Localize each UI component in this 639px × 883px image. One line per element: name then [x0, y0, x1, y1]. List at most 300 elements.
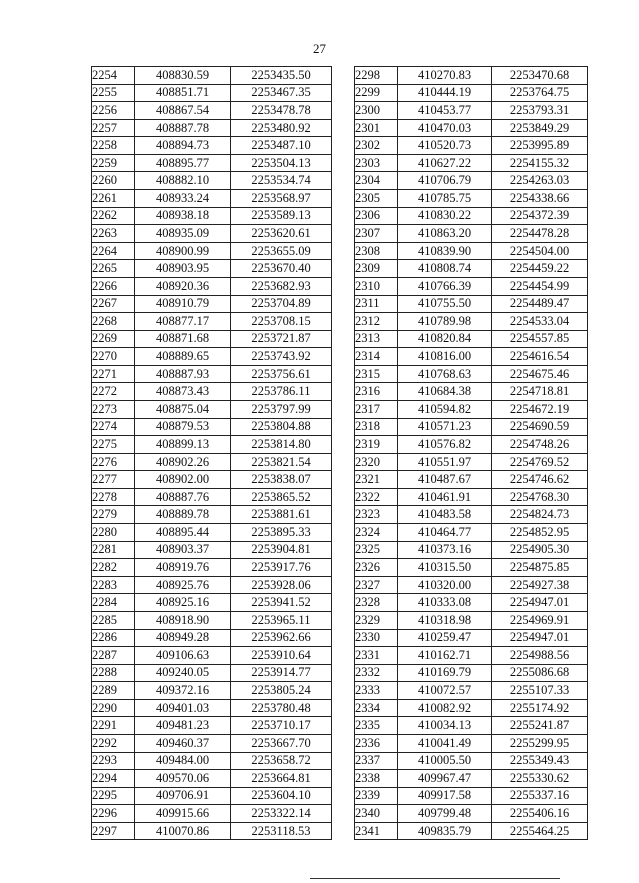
point-number-cell: 2264: [92, 242, 135, 260]
y-coordinate-cell: 2253667.70: [231, 734, 332, 752]
y-coordinate-cell: 2253620.61: [231, 225, 332, 243]
table-row: [92, 471, 332, 489]
x-coordinate-cell: 410082.92: [398, 699, 492, 717]
y-coordinate-cell: 2254947.01: [492, 629, 588, 647]
point-number-cell: 2306: [355, 207, 398, 225]
table-row: [355, 611, 588, 629]
table-row: [355, 787, 588, 805]
point-number-cell: 2279: [92, 506, 135, 524]
x-coordinate-cell: 408949.28: [135, 629, 231, 647]
point-number-cell: 2271: [92, 365, 135, 383]
point-number-cell: 2314: [355, 348, 398, 366]
table-row: [92, 787, 332, 805]
x-coordinate-cell: 408889.78: [135, 506, 231, 524]
point-number-cell: 2307: [355, 225, 398, 243]
y-coordinate-cell: 2254372.39: [492, 207, 588, 225]
y-coordinate-cell: 2253962.66: [231, 629, 332, 647]
point-number-cell: 2272: [92, 383, 135, 401]
point-number-cell: 2296: [92, 805, 135, 823]
table-row: [355, 770, 588, 788]
x-coordinate-cell: 410816.00: [398, 348, 492, 366]
table-row: [355, 365, 588, 383]
table-row: [92, 559, 332, 577]
x-coordinate-cell: 408902.00: [135, 471, 231, 489]
y-coordinate-cell: 2253480.92: [231, 119, 332, 137]
x-coordinate-cell: 408902.26: [135, 453, 231, 471]
table-row: [355, 84, 588, 102]
table-row: [355, 436, 588, 454]
table-row: [355, 453, 588, 471]
x-coordinate-cell: 410594.82: [398, 400, 492, 418]
y-coordinate-cell: 2253708.15: [231, 313, 332, 331]
x-coordinate-cell: 410333.08: [398, 594, 492, 612]
y-coordinate-cell: 2254155.32: [492, 154, 588, 172]
x-coordinate-cell: 410684.38: [398, 383, 492, 401]
point-number-cell: 2329: [355, 611, 398, 629]
x-coordinate-cell: 410808.74: [398, 260, 492, 278]
table-row: [355, 471, 588, 489]
y-coordinate-cell: 2255337.16: [492, 787, 588, 805]
table-row: [355, 348, 588, 366]
point-number-cell: 2340: [355, 805, 398, 823]
y-coordinate-cell: 2254748.26: [492, 436, 588, 454]
y-coordinate-cell: 2253814.80: [231, 436, 332, 454]
table-row: [355, 594, 588, 612]
table-row: [92, 629, 332, 647]
x-coordinate-cell: 408871.68: [135, 330, 231, 348]
point-number-cell: 2339: [355, 787, 398, 805]
y-coordinate-cell: 2253756.61: [231, 365, 332, 383]
x-coordinate-cell: 410766.39: [398, 277, 492, 295]
point-number-cell: 2291: [92, 717, 135, 735]
x-coordinate-cell: 408895.44: [135, 524, 231, 542]
point-number-cell: 2324: [355, 524, 398, 542]
y-coordinate-cell: 2254718.81: [492, 383, 588, 401]
table-row: [92, 576, 332, 594]
point-number-cell: 2259: [92, 154, 135, 172]
table-row: [92, 506, 332, 524]
y-coordinate-cell: 2254459.22: [492, 260, 588, 278]
point-number-cell: 2280: [92, 524, 135, 542]
point-number-cell: 2268: [92, 313, 135, 331]
y-coordinate-cell: 2253322.14: [231, 805, 332, 823]
point-number-cell: 2315: [355, 365, 398, 383]
table-row: [355, 119, 588, 137]
table-row: [92, 260, 332, 278]
y-coordinate-cell: 2253435.50: [231, 67, 332, 85]
point-number-cell: 2284: [92, 594, 135, 612]
table-row: [92, 67, 332, 85]
point-number-cell: 2294: [92, 770, 135, 788]
y-coordinate-cell: 2253658.72: [231, 752, 332, 770]
y-coordinate-cell: 2254969.91: [492, 611, 588, 629]
x-coordinate-cell: 409835.79: [398, 822, 492, 840]
table-row: [92, 611, 332, 629]
y-coordinate-cell: 2253895.33: [231, 524, 332, 542]
table-row: [92, 752, 332, 770]
point-number-cell: 2331: [355, 647, 398, 665]
table-row: [92, 154, 332, 172]
y-coordinate-cell: 2253568.97: [231, 190, 332, 208]
y-coordinate-cell: 2253786.11: [231, 383, 332, 401]
y-coordinate-cell: 2254338.66: [492, 190, 588, 208]
x-coordinate-cell: 410839.90: [398, 242, 492, 260]
point-number-cell: 2293: [92, 752, 135, 770]
table-row: [92, 190, 332, 208]
x-coordinate-cell: 410070.86: [135, 822, 231, 840]
table-row: [355, 488, 588, 506]
x-coordinate-cell: 408882.10: [135, 172, 231, 190]
x-coordinate-cell: 408875.04: [135, 400, 231, 418]
point-number-cell: 2316: [355, 383, 398, 401]
x-coordinate-cell: 410755.50: [398, 295, 492, 313]
table-row: [92, 805, 332, 823]
x-coordinate-cell: 410320.00: [398, 576, 492, 594]
y-coordinate-cell: 2255349.43: [492, 752, 588, 770]
y-coordinate-cell: 2254852.95: [492, 524, 588, 542]
x-coordinate-cell: 409799.48: [398, 805, 492, 823]
y-coordinate-cell: 2253928.06: [231, 576, 332, 594]
table-row: [355, 137, 588, 155]
x-coordinate-cell: 409401.03: [135, 699, 231, 717]
point-number-cell: 2323: [355, 506, 398, 524]
table-row: [355, 629, 588, 647]
point-number-cell: 2286: [92, 629, 135, 647]
table-row: [92, 400, 332, 418]
point-number-cell: 2313: [355, 330, 398, 348]
x-coordinate-cell: 409570.06: [135, 770, 231, 788]
table-row: [92, 699, 332, 717]
y-coordinate-cell: 2253941.52: [231, 594, 332, 612]
table-row: [355, 699, 588, 717]
x-coordinate-cell: 410487.67: [398, 471, 492, 489]
table-row: [92, 225, 332, 243]
table-row: [355, 541, 588, 559]
point-number-cell: 2310: [355, 277, 398, 295]
x-coordinate-cell: 408894.73: [135, 137, 231, 155]
point-number-cell: 2275: [92, 436, 135, 454]
x-coordinate-cell: 410373.16: [398, 541, 492, 559]
y-coordinate-cell: 2255241.87: [492, 717, 588, 735]
point-number-cell: 2255: [92, 84, 135, 102]
point-number-cell: 2326: [355, 559, 398, 577]
x-coordinate-cell: 409706.91: [135, 787, 231, 805]
x-coordinate-cell: 409967.47: [398, 770, 492, 788]
table-row: [92, 119, 332, 137]
table-row: [92, 84, 332, 102]
table-row: [355, 647, 588, 665]
x-coordinate-cell: 410270.83: [398, 67, 492, 85]
y-coordinate-cell: 2255330.62: [492, 770, 588, 788]
table-row: [92, 348, 332, 366]
x-coordinate-cell: 408925.16: [135, 594, 231, 612]
point-number-cell: 2322: [355, 488, 398, 506]
y-coordinate-cell: 2255174.92: [492, 699, 588, 717]
table-row: [355, 418, 588, 436]
x-coordinate-cell: 410830.22: [398, 207, 492, 225]
point-number-cell: 2276: [92, 453, 135, 471]
point-number-cell: 2281: [92, 541, 135, 559]
point-number-cell: 2261: [92, 190, 135, 208]
point-number-cell: 2302: [355, 137, 398, 155]
point-number-cell: 2332: [355, 664, 398, 682]
x-coordinate-cell: 408879.53: [135, 418, 231, 436]
x-coordinate-cell: 410169.79: [398, 664, 492, 682]
y-coordinate-cell: 2253764.75: [492, 84, 588, 102]
table-row: [92, 207, 332, 225]
point-number-cell: 2297: [92, 822, 135, 840]
table-row: [92, 488, 332, 506]
x-coordinate-cell: 410551.97: [398, 453, 492, 471]
point-number-cell: 2334: [355, 699, 398, 717]
y-coordinate-cell: 2253821.54: [231, 453, 332, 471]
y-coordinate-cell: 2253664.81: [231, 770, 332, 788]
x-coordinate-cell: 408920.36: [135, 277, 231, 295]
point-number-cell: 2266: [92, 277, 135, 295]
x-coordinate-cell: 410520.73: [398, 137, 492, 155]
point-number-cell: 2335: [355, 717, 398, 735]
y-coordinate-cell: 2253904.81: [231, 541, 332, 559]
point-number-cell: 2274: [92, 418, 135, 436]
x-coordinate-cell: 408910.79: [135, 295, 231, 313]
y-coordinate-cell: 2254504.00: [492, 242, 588, 260]
table-row: [355, 207, 588, 225]
y-coordinate-cell: 2253682.93: [231, 277, 332, 295]
table-row: [355, 383, 588, 401]
table-row: [92, 365, 332, 383]
table-row: [355, 752, 588, 770]
y-coordinate-cell: 2253793.31: [492, 102, 588, 120]
y-coordinate-cell: 2254927.38: [492, 576, 588, 594]
table-row: [92, 418, 332, 436]
point-number-cell: 2263: [92, 225, 135, 243]
y-coordinate-cell: 2255086.68: [492, 664, 588, 682]
table-row: [92, 682, 332, 700]
point-number-cell: 2262: [92, 207, 135, 225]
point-number-cell: 2319: [355, 436, 398, 454]
y-coordinate-cell: 2253797.99: [231, 400, 332, 418]
coordinate-table-right-body: [355, 67, 588, 840]
table-row: [92, 647, 332, 665]
table-row: [355, 172, 588, 190]
point-number-cell: 2258: [92, 137, 135, 155]
point-number-cell: 2330: [355, 629, 398, 647]
x-coordinate-cell: 410483.58: [398, 506, 492, 524]
y-coordinate-cell: 2253995.89: [492, 137, 588, 155]
x-coordinate-cell: 408895.77: [135, 154, 231, 172]
x-coordinate-cell: 410041.49: [398, 734, 492, 752]
y-coordinate-cell: 2253487.10: [231, 137, 332, 155]
table-row: [355, 576, 588, 594]
x-coordinate-cell: 408903.95: [135, 260, 231, 278]
x-coordinate-cell: 408938.18: [135, 207, 231, 225]
y-coordinate-cell: 2253805.24: [231, 682, 332, 700]
table-row: [92, 822, 332, 840]
y-coordinate-cell: 2253589.13: [231, 207, 332, 225]
x-coordinate-cell: 410315.50: [398, 559, 492, 577]
x-coordinate-cell: 409481.23: [135, 717, 231, 735]
point-number-cell: 2283: [92, 576, 135, 594]
x-coordinate-cell: 408887.78: [135, 119, 231, 137]
point-number-cell: 2303: [355, 154, 398, 172]
table-row: [92, 541, 332, 559]
coordinate-table-right: [354, 66, 588, 840]
x-coordinate-cell: 409915.66: [135, 805, 231, 823]
point-number-cell: 2333: [355, 682, 398, 700]
x-coordinate-cell: 408830.59: [135, 67, 231, 85]
x-coordinate-cell: 408887.76: [135, 488, 231, 506]
y-coordinate-cell: 2254690.59: [492, 418, 588, 436]
y-coordinate-cell: 2254454.99: [492, 277, 588, 295]
x-coordinate-cell: 408889.65: [135, 348, 231, 366]
y-coordinate-cell: 2254263.03: [492, 172, 588, 190]
table-row: [92, 172, 332, 190]
point-number-cell: 2285: [92, 611, 135, 629]
y-coordinate-cell: 2254675.46: [492, 365, 588, 383]
x-coordinate-cell: 408887.93: [135, 365, 231, 383]
x-coordinate-cell: 409106.63: [135, 647, 231, 665]
table-row: [92, 383, 332, 401]
y-coordinate-cell: 2254489.47: [492, 295, 588, 313]
table-row: [355, 822, 588, 840]
point-number-cell: 2287: [92, 647, 135, 665]
point-number-cell: 2304: [355, 172, 398, 190]
y-coordinate-cell: 2253910.64: [231, 647, 332, 665]
x-coordinate-cell: 409372.16: [135, 682, 231, 700]
x-coordinate-cell: 410259.47: [398, 629, 492, 647]
table-row: [92, 734, 332, 752]
x-coordinate-cell: 410785.75: [398, 190, 492, 208]
x-coordinate-cell: 410318.98: [398, 611, 492, 629]
x-coordinate-cell: 410576.82: [398, 436, 492, 454]
y-coordinate-cell: 2254616.54: [492, 348, 588, 366]
point-number-cell: 2318: [355, 418, 398, 436]
x-coordinate-cell: 410162.71: [398, 647, 492, 665]
table-row: [355, 242, 588, 260]
y-coordinate-cell: 2253881.61: [231, 506, 332, 524]
table-row: [92, 102, 332, 120]
point-number-cell: 2299: [355, 84, 398, 102]
table-row: [92, 770, 332, 788]
point-number-cell: 2338: [355, 770, 398, 788]
table-row: [92, 436, 332, 454]
y-coordinate-cell: 2255107.33: [492, 682, 588, 700]
table-row: [92, 717, 332, 735]
x-coordinate-cell: 410464.77: [398, 524, 492, 542]
point-number-cell: 2292: [92, 734, 135, 752]
x-coordinate-cell: 410444.19: [398, 84, 492, 102]
point-number-cell: 2260: [92, 172, 135, 190]
point-number-cell: 2254: [92, 67, 135, 85]
x-coordinate-cell: 408877.17: [135, 313, 231, 331]
table-row: [355, 559, 588, 577]
y-coordinate-cell: 2254478.28: [492, 225, 588, 243]
table-row: [355, 524, 588, 542]
y-coordinate-cell: 2253743.92: [231, 348, 332, 366]
point-number-cell: 2267: [92, 295, 135, 313]
y-coordinate-cell: 2253470.68: [492, 67, 588, 85]
point-number-cell: 2341: [355, 822, 398, 840]
y-coordinate-cell: 2253838.07: [231, 471, 332, 489]
table-row: [355, 277, 588, 295]
y-coordinate-cell: 2253478.78: [231, 102, 332, 120]
table-row: [92, 524, 332, 542]
y-coordinate-cell: 2254988.56: [492, 647, 588, 665]
table-row: [92, 277, 332, 295]
point-number-cell: 2309: [355, 260, 398, 278]
y-coordinate-cell: 2254875.85: [492, 559, 588, 577]
x-coordinate-cell: 408918.90: [135, 611, 231, 629]
point-number-cell: 2312: [355, 313, 398, 331]
y-coordinate-cell: 2255406.16: [492, 805, 588, 823]
table-row: [355, 717, 588, 735]
point-number-cell: 2300: [355, 102, 398, 120]
y-coordinate-cell: 2255299.95: [492, 734, 588, 752]
table-row: [355, 260, 588, 278]
y-coordinate-cell: 2254768.30: [492, 488, 588, 506]
point-number-cell: 2288: [92, 664, 135, 682]
table-row: [92, 330, 332, 348]
x-coordinate-cell: 410706.79: [398, 172, 492, 190]
table-row: [355, 154, 588, 172]
table-row: [355, 682, 588, 700]
point-number-cell: 2305: [355, 190, 398, 208]
point-number-cell: 2320: [355, 453, 398, 471]
table-row: [355, 805, 588, 823]
y-coordinate-cell: 2254533.04: [492, 313, 588, 331]
x-coordinate-cell: 408935.09: [135, 225, 231, 243]
x-coordinate-cell: 410820.84: [398, 330, 492, 348]
x-coordinate-cell: 410627.22: [398, 154, 492, 172]
point-number-cell: 2270: [92, 348, 135, 366]
x-coordinate-cell: 408903.37: [135, 541, 231, 559]
table-row: [92, 313, 332, 331]
table-row: [355, 313, 588, 331]
x-coordinate-cell: 409460.37: [135, 734, 231, 752]
x-coordinate-cell: 410470.03: [398, 119, 492, 137]
y-coordinate-cell: 2253467.35: [231, 84, 332, 102]
table-row: [355, 225, 588, 243]
y-coordinate-cell: 2253849.29: [492, 119, 588, 137]
y-coordinate-cell: 2254557.85: [492, 330, 588, 348]
point-number-cell: 2256: [92, 102, 135, 120]
table-row: [355, 734, 588, 752]
y-coordinate-cell: 2253704.89: [231, 295, 332, 313]
y-coordinate-cell: 2253914.77: [231, 664, 332, 682]
point-number-cell: 2269: [92, 330, 135, 348]
table-row: [92, 295, 332, 313]
point-number-cell: 2301: [355, 119, 398, 137]
point-number-cell: 2325: [355, 541, 398, 559]
x-coordinate-cell: 408867.54: [135, 102, 231, 120]
point-number-cell: 2328: [355, 594, 398, 612]
page-number: 27: [313, 41, 326, 56]
y-coordinate-cell: 2255464.25: [492, 822, 588, 840]
point-number-cell: 2290: [92, 699, 135, 717]
table-row: [355, 400, 588, 418]
x-coordinate-cell: 410789.98: [398, 313, 492, 331]
footer-rule: [310, 878, 560, 879]
table-row: [355, 664, 588, 682]
x-coordinate-cell: 408900.99: [135, 242, 231, 260]
y-coordinate-cell: 2253721.87: [231, 330, 332, 348]
point-number-cell: 2308: [355, 242, 398, 260]
y-coordinate-cell: 2253604.10: [231, 787, 332, 805]
point-number-cell: 2289: [92, 682, 135, 700]
table-row: [92, 137, 332, 155]
x-coordinate-cell: 409240.05: [135, 664, 231, 682]
y-coordinate-cell: 2254947.01: [492, 594, 588, 612]
